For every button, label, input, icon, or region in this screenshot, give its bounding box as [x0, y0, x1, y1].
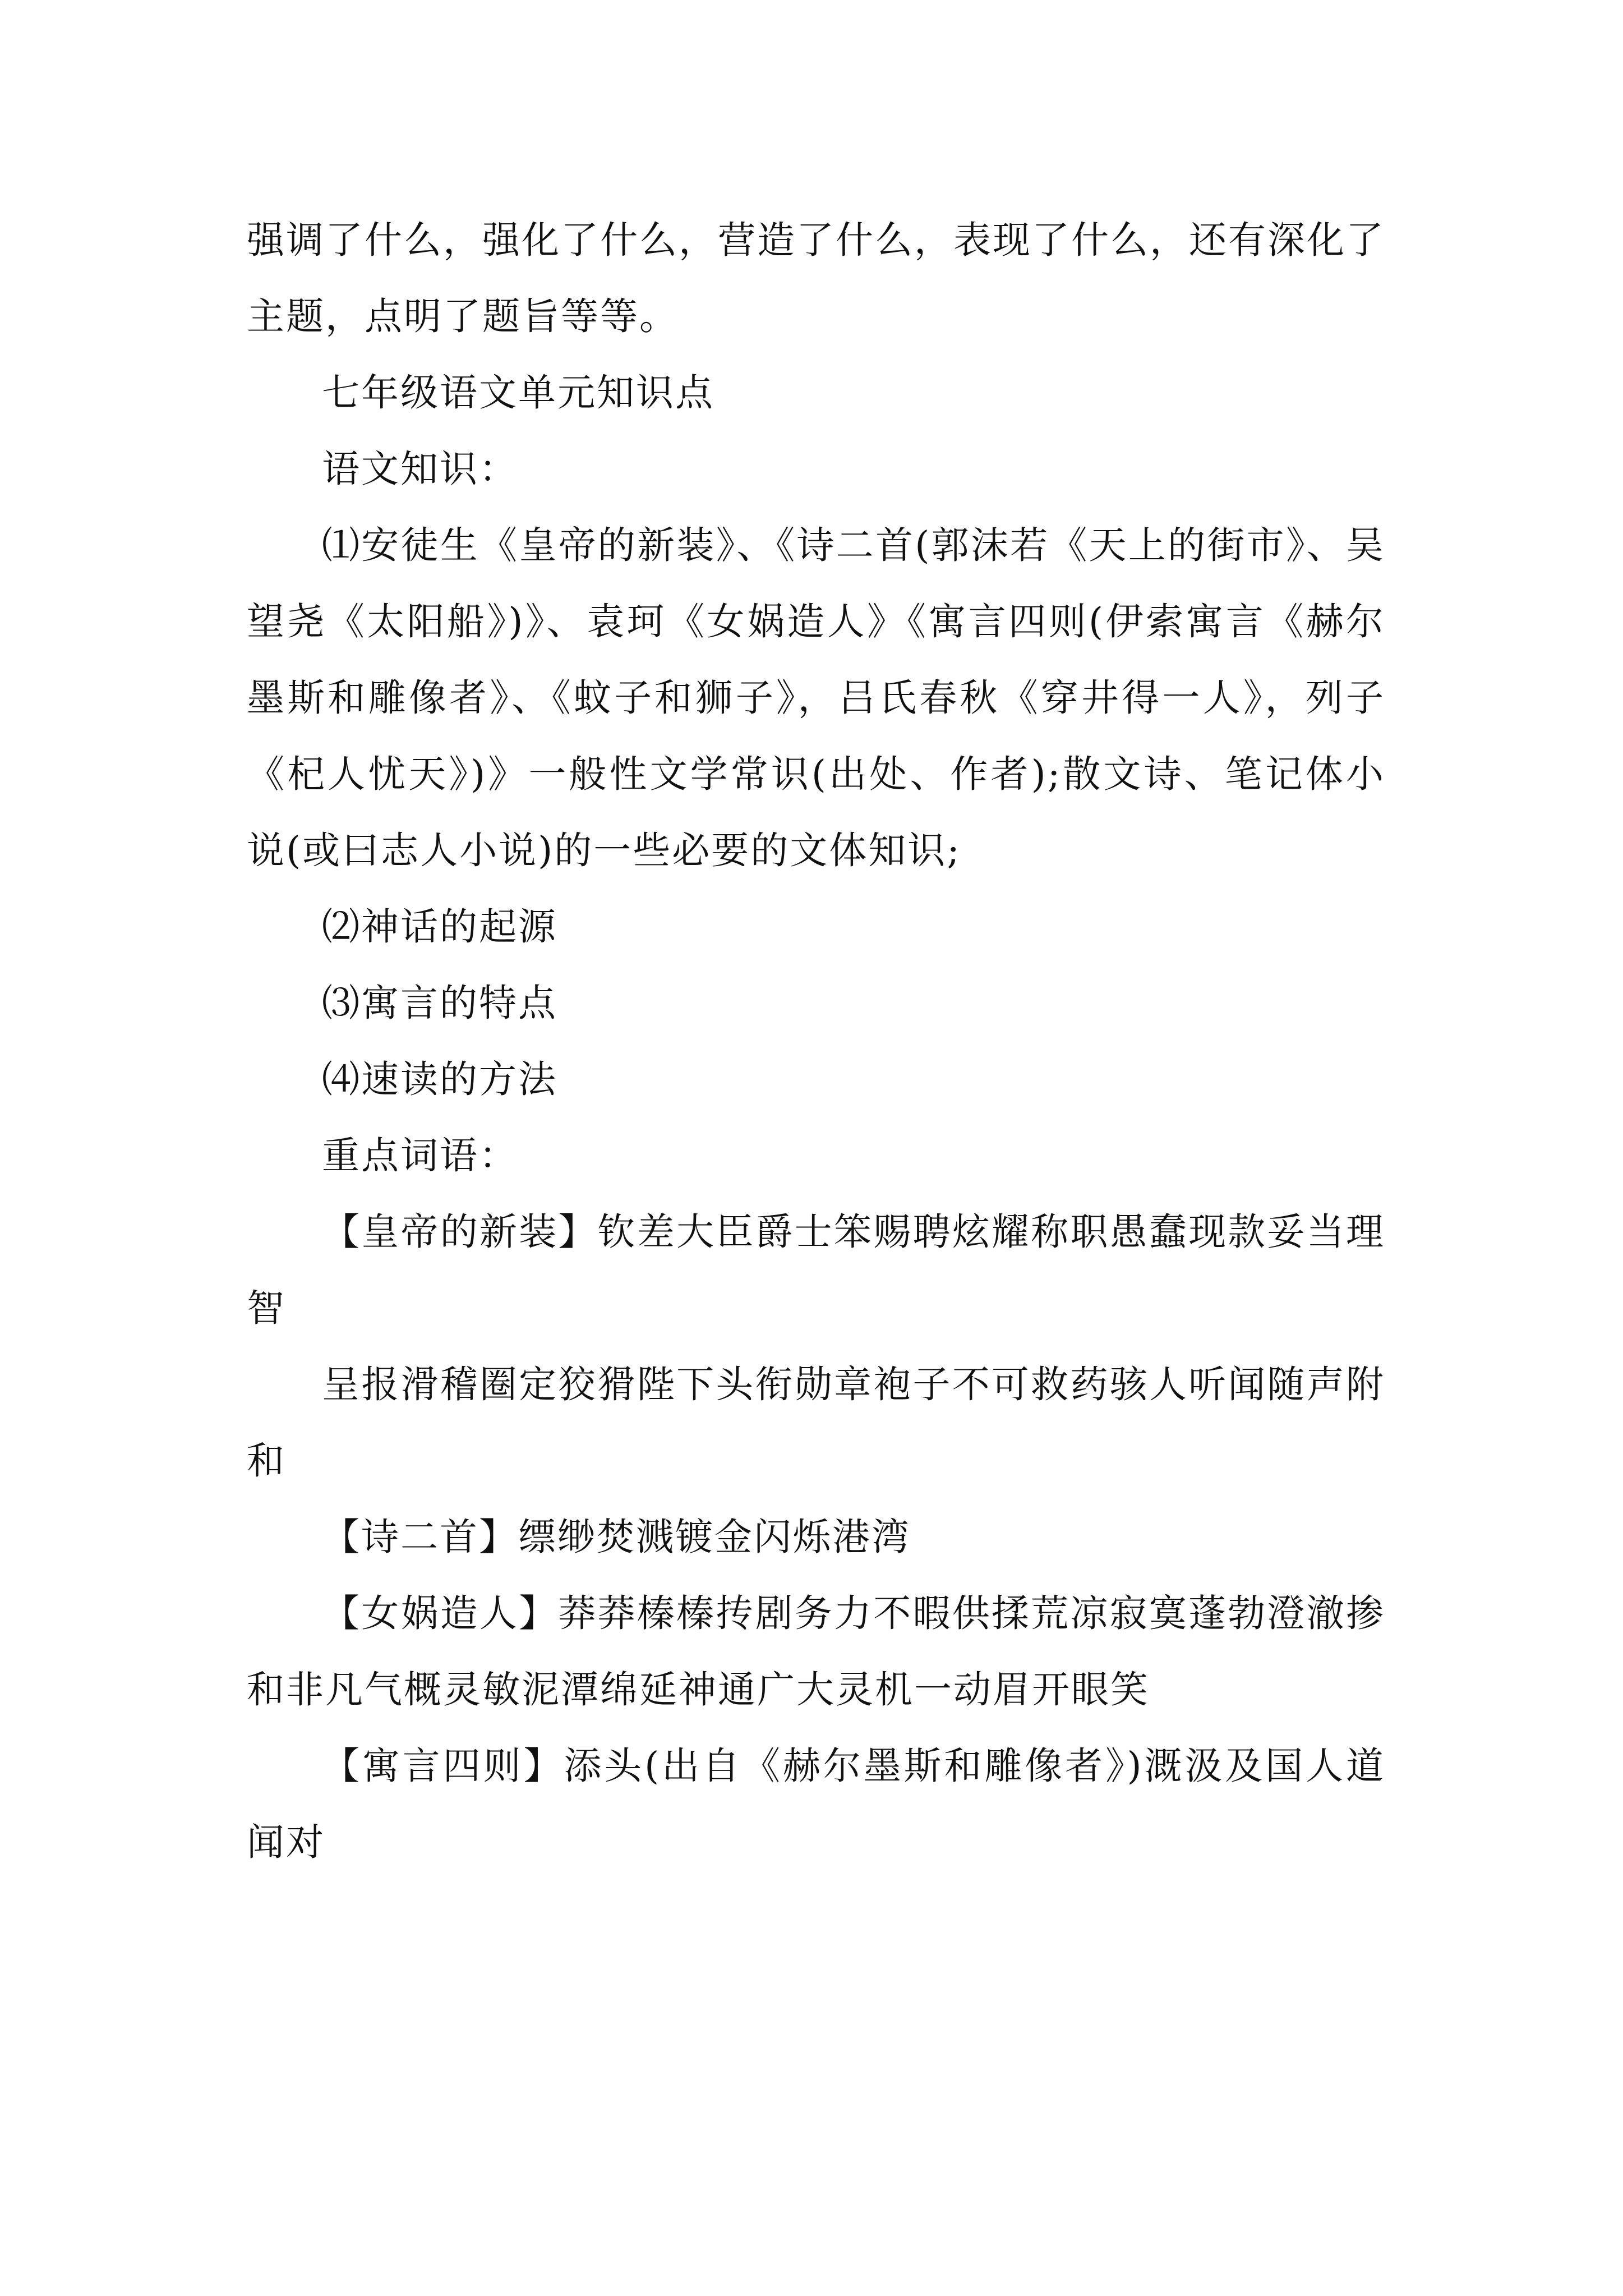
- vocab-two-poems: 【诗二首】缥缈焚溅镀金闪烁港湾: [322, 1515, 911, 1559]
- heading-language-knowledge: 语文知识：: [322, 447, 518, 491]
- vocab-emperor-new-clothes: 【皇帝的新装】钦差大臣爵士笨赐聘炫耀称职愚蠢现款妥当理智: [247, 1210, 1385, 1330]
- section-title: 七年级语文单元知识点: [322, 371, 714, 415]
- vocab-emperor-new-clothes-cont: 呈报滑稽圈定狡猾陛下头衔勋章袍子不可救药骇人听闻随声附和: [247, 1363, 1385, 1483]
- heading-key-words: 重点词语：: [322, 1134, 518, 1177]
- vocab-nuwa: 【女娲造人】莽莽榛榛抟剧务力不暇供揉荒凉寂寞蓬勃澄澈掺和非凡气概灵敏泥潭绵延神通广大灵机一动眉开眼笑: [247, 1591, 1385, 1711]
- item-myth-origin: ⑵神话的起源: [322, 905, 557, 949]
- item-fable-features: ⑶寓言的特点: [322, 981, 557, 1025]
- item-speed-reading: ⑷速读的方法: [322, 1057, 557, 1101]
- paragraph-literary-knowledge: ⑴安徒生《皇帝的新装》、《诗二首(郭沫若《天上的街市》、吴望尧《太阳船》)》、袁珂《女娲造人》《寓言四则(伊索寓言《赫尔墨斯和雕像者》、《蚊子和狮子》，吕氏春秋《穿井得一人》，列子《杞人忧天》)》一般性文学常识(出处、作者);散文诗、笔记体小说(或曰志人小说)的一些必要的文体知识;: [247, 523, 1385, 872]
- paragraph-1: 强调了什么，强化了什么，营造了什么，表现了什么，还有深化了主题，点明了题旨等等。: [247, 218, 1385, 338]
- vocab-four-fables: 【寓言四则】添头(出自《赫尔墨斯和雕像者》)溉汲及国人道闻对: [247, 1744, 1385, 1864]
- document-page: [247, 202, 1385, 1880]
